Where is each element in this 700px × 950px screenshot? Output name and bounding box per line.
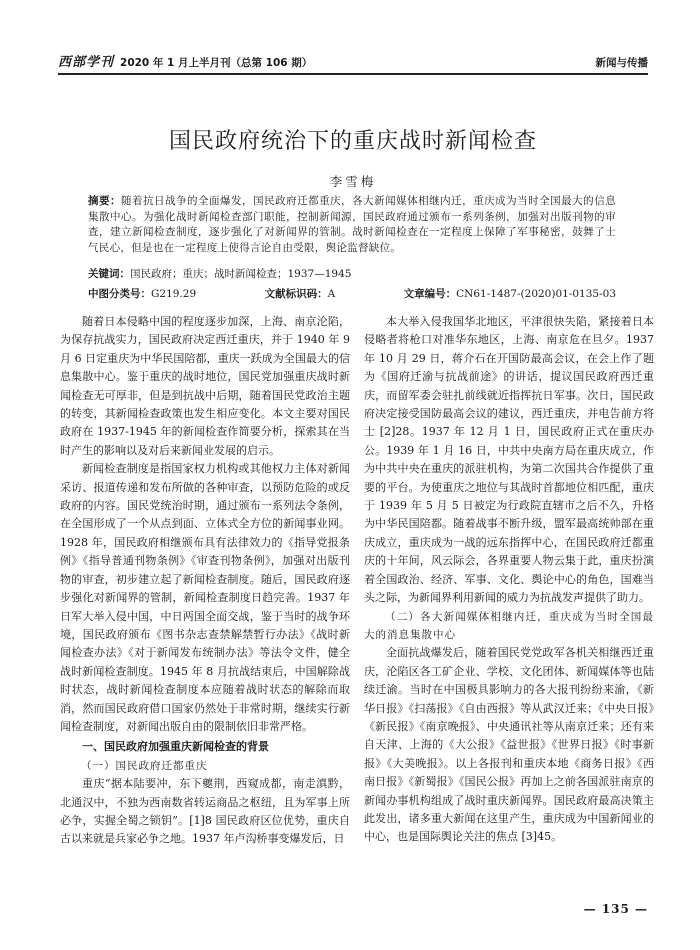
keywords-text: 国民政府；重庆；战时新闻检查；1937—1945	[130, 268, 352, 280]
keywords-label: 关键词：	[88, 268, 130, 280]
running-header	[58, 48, 648, 75]
abstract-label: 摘要：	[88, 195, 122, 207]
article-number	[404, 286, 616, 301]
body-paragraph: 新闻检查制度是指国家权力机构或其他权力主体对新闻采访、报道传递和发布所做的各种审查，以预防危险的或反政府的内容。国民党统治时期，通过颁布一系列法令条例，在全国形成了一个从点到面、立体式全方位的新闻事业网。1928 年，国民政府相继颁布具有法律效力的《指导党报条例》《指导普通刊物条例》《审查刊物条例》，加强对出版刊物的审查，初步建立起了新闻检查制度。随后，国民政府逐步强化对新闻界的管制，新闻检查制度日趋完善。1937 年日军大举入侵中国，中日两国全面交战，鉴于当时的战争环境，国民政府颁布《图书杂志查禁解禁暂行办法》《战时新闻检查办法》《对于新闻发布统制办法》等法令文件，健全战时新闻检查制度。1945 年 8 月抗战结束后，中国解除战时状态，战时新闻检查制度本应随着战时状态的解除而取消，然而国民政府借口国家仍然处于非常时期，继续实行新闻检查制度，对新闻出版自由的限制依旧非常严格。	[60, 462, 350, 733]
body-column-left	[60, 313, 350, 849]
article-author: 李雪梅	[329, 174, 377, 189]
header-left	[58, 51, 312, 70]
article-no-value: CN61-1487-(2020)01-0135-03	[456, 288, 616, 300]
keywords	[88, 267, 616, 282]
classification-row	[88, 286, 616, 301]
page-number: — 135 —	[583, 902, 648, 916]
section-name: 新闻与传播	[595, 57, 648, 69]
abstract	[88, 194, 616, 256]
abstract-text: 随着抗日战争的全面爆发，国民政府迁都重庆，各大新闻媒体相继内迁，重庆成为当时全国最大的信息集散中心。为强化战时新闻检查部门职能，控制新闻源，国民政府通过颁布一系列条例，加强对出版刊物的审查，建立新闻检查制度，逐步强化了对新闻界的管制。战时新闻检查在一定程度上保障了军事秘密，鼓舞了士气民心，但是也在一定程度上使得言论自由受限，舆论监督缺位。	[88, 195, 616, 254]
clc-number	[88, 286, 196, 301]
body-paragraph: 本大举入侵我国华北地区，平津很快失陷，紧接着日本侵略者将枪口对准华东地区，上海、南京危在旦夕。1937 年 10 月 29 日，蒋介石在开国防最高会议，在会上作了题为《国府迁渝与抗战前途》的讲话，提议国民政府西迁重庆，而留军委会驻扎前线就近指挥抗日军事。次日，国民政府决定接受国防最高会议的建议，西迁重庆，并电告前方将士 [2]28。1937 年 12 月 1 日，国民政府正式在重庆办公。1939 年 1 月 16 日，中共中央南方局在重庆成立，作为中共中央在重庆的派驻机构，为第二次国共合作提供了重要的平台。为使重庆之地位与其战时首都地位相匹配，重庆于 1939 年 5 月 5 日被定为行政院直辖市之后不久，升格为中华民国陪都。随着战事不断升级，盟军最高统帅部在重庆成立，重庆成为一战的远东指挥中心，在国民政府迁都重庆的十年间，风云际会，各界重要人物云集于此，重庆扮演着全国政治、经济、军事、文化、舆论中心的角色，国难当头之际，为新闻界利用新闻的威力为抗战发声提供了助力。	[364, 315, 654, 605]
subsection-heading: （二）各大新闻媒体相继内迁，重庆成为当时全国最大的消息集散中心	[364, 610, 654, 641]
body-paragraph: 随着日本侵略中国的程度逐步加深，上海、南京沦陷，为保存抗战实力，国民政府决定西迁重庆，并于 1940 年 9 月 6 日定重庆为中华民国陪都，重庆一跃成为全国最大的信息集散中心。鉴于重庆的战时地位，国民党加强重庆战时新闻检查无可厚非，但是到抗战中后期，随着国民党政治主题的转变，其新闻检查政策也发生相应变化。本文主要对国民政府在 1937-1945 年的新闻检查作简要分析，探索其在当时产生的影响以及对后来新闻业发展的启示。	[60, 315, 350, 457]
doc-code-value: A	[327, 288, 336, 300]
doc-code-label: 文献标识码：	[264, 288, 328, 300]
journal-issue: 2020 年 1 月上半月刊（总第 106 期）	[120, 57, 313, 69]
article-title: 国民政府统治下的重庆战时新闻检查	[168, 129, 537, 154]
subsection-heading: （一）国民政府迁都重庆	[81, 759, 208, 772]
journal-logo: 西部学刊	[58, 55, 115, 70]
clc-label: 中图分类号：	[88, 288, 151, 300]
body-column-right	[364, 313, 654, 847]
body-paragraph: 全面抗战爆发后，随着国民党党政军各机关相继西迁重庆，沦陷区各工矿企业、学校、文化团体、新闻媒体等也陆续迁渝。当时在中国极具影响力的各大报刊纷纷来渝，《新华日报》《扫荡报》《自由西报》等从武汉迁来；《中央日报》《新民报》《南京晚报》、中央通讯社等从南京迁来；还有来自天津、上海的《大公报》《益世报》《世界日报》《时事新报》《大美晚报》。以上各报刊和重庆本地《商务日报》《西南日报》《新蜀报》《国民公报》再加上之前各国派驻南京的新闻办事机构组成了战时重庆新闻界。国民政府最高决策主此发出，诸多重大新闻在这里产生，重庆成为中国新闻业的中心，也是国际舆论关注的焦点 [3]45。	[364, 646, 654, 844]
clc-value: G219.29	[151, 288, 197, 300]
body-paragraph: 重庆“据本陆要冲，东下夔荆，西窥成都，南走滇黔，北通汉中，不独为西南数省转运商品之枢纽，且为军事上所必争，实握全蜀之锁钥”。[1]8 国民政府区位优势，重庆自古以来就是兵家必争之地。1937 年卢沟桥事变爆发后，日	[60, 777, 350, 846]
article-no-label: 文章编号：	[403, 288, 457, 300]
document-code	[265, 286, 336, 301]
section-heading: 一、国民政府加强重庆新闻检查的背景	[82, 740, 269, 754]
